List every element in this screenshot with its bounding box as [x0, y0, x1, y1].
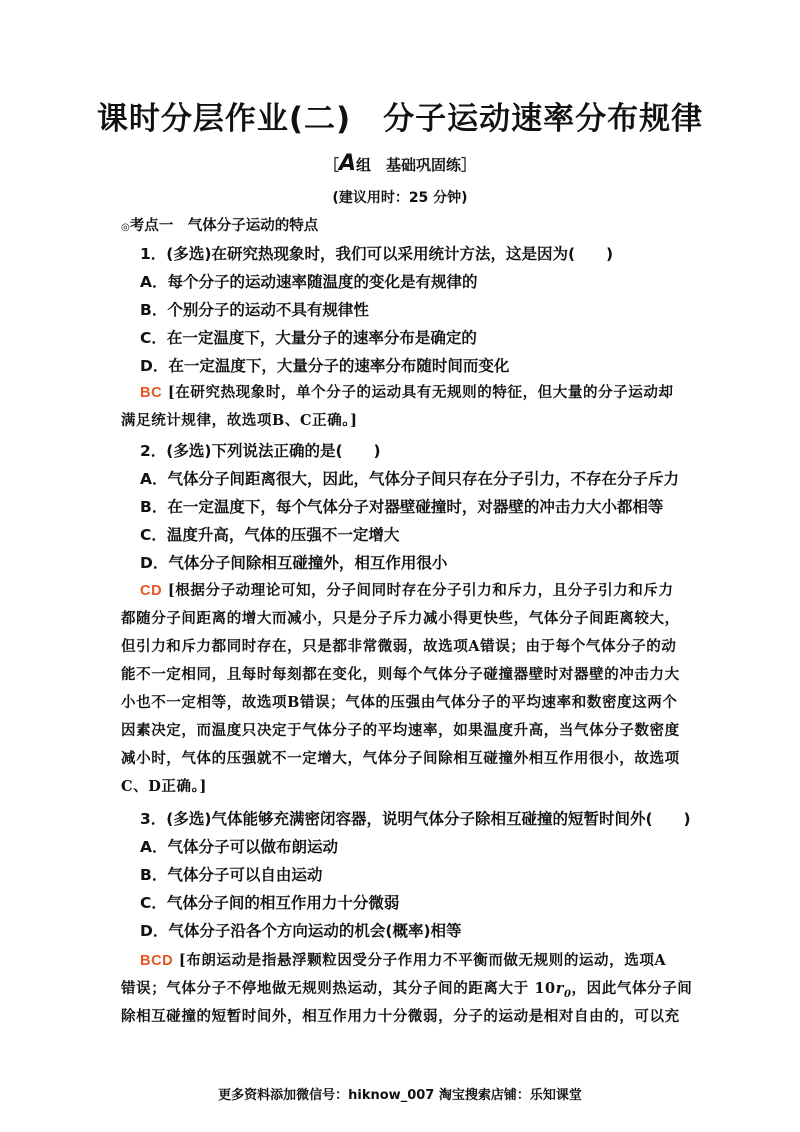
group-label-text: 组 基础巩固练	[356, 156, 462, 174]
q2-explanation-line-2: 都随分子间距离的增大而减小，只是分子斥力减小得更快些，气体分子间距离较大，	[121, 610, 680, 627]
group-bracket-close: ］	[461, 156, 477, 174]
q2-option-d: D．气体分子间除相互碰撞外，相互作用很小	[140, 554, 448, 572]
q2-option-b: B．在一定温度下，每个气体分子对器壁碰撞时，对器壁的冲击力大小都相等	[140, 498, 664, 516]
footer-note: 更多资料添加微信号：hiknow_007 淘宝搜索店铺：乐知课堂	[218, 1088, 582, 1103]
q2-explanation-line-7: 减小时，气体的压强就不一定增大，气体分子间除相互碰撞外相互作用很小，故选项	[121, 750, 680, 767]
q3-explanation-line-3: 除相互碰撞的短暂时间外，相互作用力十分微弱，分子的运动是相对自由的，可以充	[121, 1008, 680, 1025]
q3-option-b: B．气体分子可以自由运动	[140, 866, 323, 884]
r-subscript: 0	[563, 988, 572, 1000]
q2-explanation-line-1: CD [根据分子动理论可知，分子间同时存在分子引力和斥力，且分子引力和斥力	[140, 582, 674, 599]
q2-explanation-line-8: C、D正确。]	[121, 778, 207, 795]
q1-option-b: B．个别分子的运动不具有规律性	[140, 301, 369, 319]
r-variable: r	[555, 980, 564, 997]
q3-option-d: D．气体分子沿各个方向运动的机会(概率)相等	[140, 922, 462, 940]
page-title: 课时分层作业(二) 分子运动速率分布规律	[96, 101, 704, 137]
q1-option-c: C．在一定温度下，大量分子的速率分布是确定的	[140, 329, 477, 347]
q3-option-c: C．气体分子间的相互作用力十分微弱	[140, 894, 400, 912]
q2-explanation-line-5: 小也不一定相等，故选项B错误；气体的压强由气体分子的平均速率和数密度这两个	[121, 694, 678, 711]
suggested-time: (建议用时：25 分钟)	[332, 190, 468, 206]
q2-explanation-line-4: 能不一定相同，且每时每刻都在变化，则每个气体分子碰撞器壁时对器壁的冲击力大	[121, 666, 680, 683]
q1-option-a: A．每个分子的运动速率随温度的变化是有规律的	[140, 273, 478, 291]
q2-stem: 2．(多选)下列说法正确的是( )	[140, 442, 381, 460]
q1-option-d: D．在一定温度下，大量分子的速率分布随时间而变化	[140, 357, 510, 375]
q1-explanation-line-1: BC [在研究热现象时，单个分子的运动具有无规则的特征，但大量的分子运动却	[140, 384, 674, 401]
section-title: 考点一 气体分子运动的特点	[129, 218, 319, 234]
q3-explanation-line-2: 错误；气体分子不停地做无规则热运动，其分子间的距离大于 $10r_0$，因此气体分子间	[121, 980, 693, 1000]
q1-answer: BC	[140, 385, 163, 401]
q2-explanation-line-6: 因素决定，而温度只决定于气体分子的平均速率，如果温度升高，当气体分子数密度	[121, 722, 680, 739]
q3-option-a: A．气体分子可以做布朗运动	[140, 838, 338, 856]
group-letter: A	[338, 151, 356, 176]
q3-stem: 3．(多选)气体能够充满密闭容器，说明气体分子除相互碰撞的短暂时间外( )	[140, 810, 691, 828]
section-marker-icon: ◎	[121, 222, 130, 233]
q1-explanation-line-2: 满足统计规律，故选项B、C正确。]	[121, 412, 358, 429]
q3-answer: BCD	[140, 953, 174, 969]
q2-option-a: A．气体分子间距离很大，因此，气体分子间只存在分子引力，不存在分子斥力	[140, 470, 679, 488]
q3-explanation-line-1: BCD [布朗运动是指悬浮颗粒因受分子作用力不平衡而做无规则的运动，选项A	[140, 952, 667, 969]
q2-explanation-line-3: 但引力和斥力都同时存在，只是都非常微弱，故选项A错误；由于每个气体分子的动	[121, 638, 677, 655]
q2-answer: CD	[140, 583, 163, 599]
section-heading	[121, 215, 721, 239]
q2-option-c: C．温度升高，气体的压强不一定增大	[140, 526, 400, 544]
q1-stem: 1．(多选)在研究热现象时，我们可以采用统计方法，这是因为( )	[140, 245, 614, 263]
group-label	[0, 151, 800, 176]
group-bracket-open: ［	[323, 156, 339, 174]
